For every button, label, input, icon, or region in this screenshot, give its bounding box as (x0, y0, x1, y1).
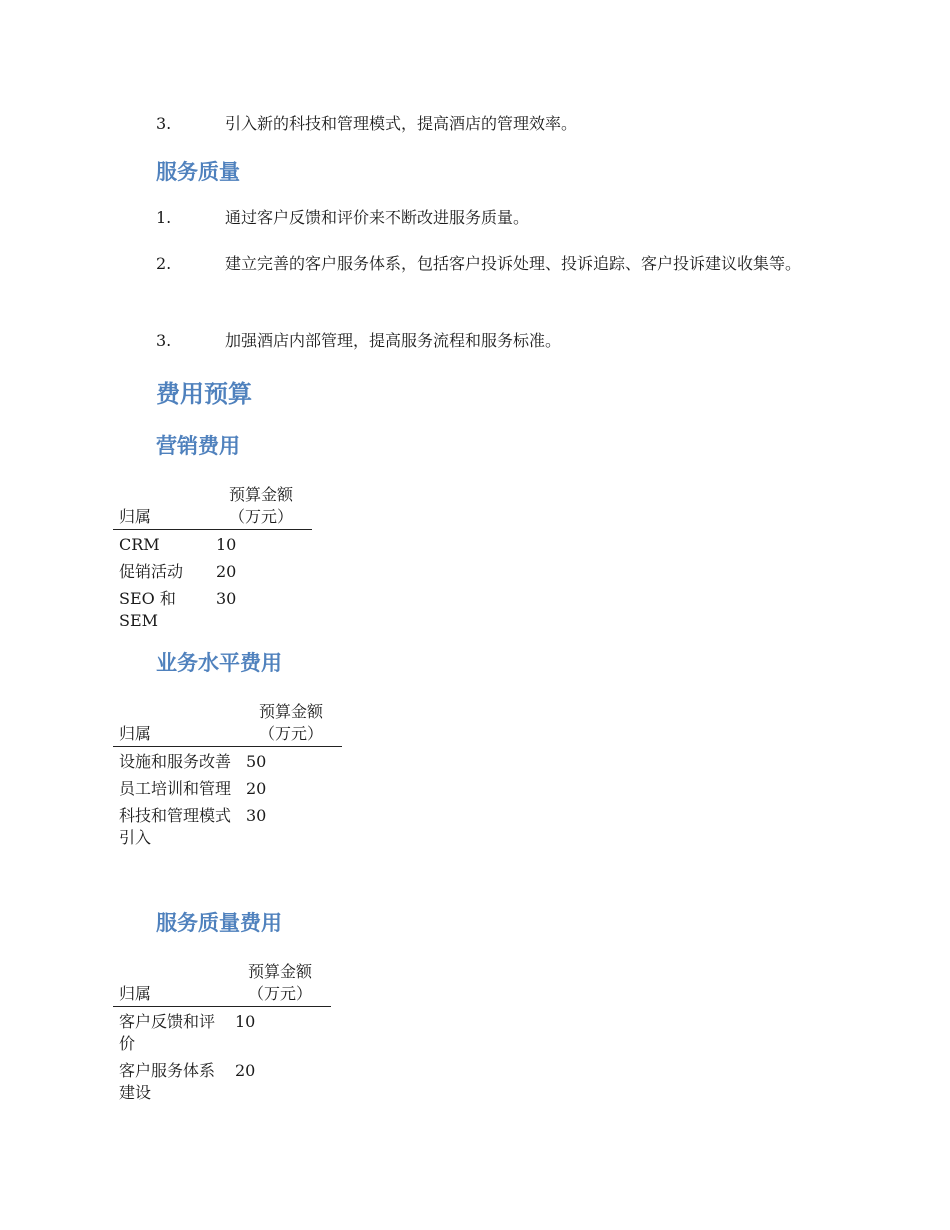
subsection-heading-marketing: 营销费用 (156, 434, 240, 458)
cell-category: SEO 和 SEM (119, 589, 176, 630)
table-row (113, 584, 312, 633)
list-text: 建立完善的客户服务体系，包括客户投诉处理、投诉追踪、客户投诉建议收集等。 (225, 254, 802, 273)
cell-amount: 10 (216, 535, 237, 554)
cell-amount: 30 (216, 589, 237, 608)
cell-amount: 30 (246, 806, 267, 825)
cell-amount: 20 (246, 779, 267, 798)
list-number: 3. (156, 331, 172, 350)
cell-amount: 20 (216, 562, 237, 581)
list-item (156, 108, 846, 140)
column-header-category: 归属 (113, 961, 229, 1007)
list-number: 1. (156, 208, 172, 227)
table-header-row (113, 961, 331, 1007)
section-heading-budget: 费用预算 (156, 380, 252, 408)
cell-category: 促销活动 (119, 562, 184, 581)
cell-category: 客户服务体系建设 (119, 1061, 216, 1102)
section-heading-service-quality: 服务质量 (156, 160, 240, 184)
marketing-budget-table (113, 484, 312, 633)
list-number: 3. (156, 114, 172, 133)
cell-category: 员工培训和管理 (119, 779, 232, 798)
list-item (156, 325, 846, 357)
table-row (113, 1007, 331, 1057)
column-header-amount: 预算金额（万元） (229, 961, 331, 1007)
list-item (156, 202, 846, 234)
table-header-row (113, 701, 342, 747)
cell-amount: 10 (235, 1012, 256, 1031)
column-header-category: 归属 (113, 701, 240, 747)
list-number: 2. (156, 254, 172, 273)
table-row (113, 801, 342, 850)
list-text: 引入新的科技和管理模式，提高酒店的管理效率。 (225, 114, 578, 133)
table-row (113, 557, 312, 584)
table-row (113, 1056, 331, 1105)
list-text: 加强酒店内部管理，提高服务流程和服务标准。 (225, 331, 562, 350)
quality-budget-table (113, 961, 331, 1105)
column-header-amount: 预算金额（万元） (210, 484, 312, 530)
cell-category: CRM (119, 535, 160, 554)
subsection-heading-business: 业务水平费用 (156, 651, 282, 675)
table-row (113, 530, 312, 558)
list-item (112, 248, 846, 280)
cell-amount: 50 (246, 752, 267, 771)
table-header-row (113, 484, 312, 530)
cell-category: 客户反馈和评价 (119, 1012, 216, 1053)
column-header-amount: 预算金额（万元） (240, 701, 342, 747)
cell-category: 科技和管理模式引入 (119, 806, 232, 847)
table-row (113, 747, 342, 775)
table-row (113, 774, 342, 801)
cell-amount: 20 (235, 1061, 256, 1080)
subsection-heading-quality: 服务质量费用 (156, 911, 282, 935)
business-budget-table (113, 701, 342, 850)
list-text: 通过客户反馈和评价来不断改进服务质量。 (225, 208, 530, 227)
column-header-category: 归属 (113, 484, 210, 530)
cell-category: 设施和服务改善 (119, 752, 232, 771)
